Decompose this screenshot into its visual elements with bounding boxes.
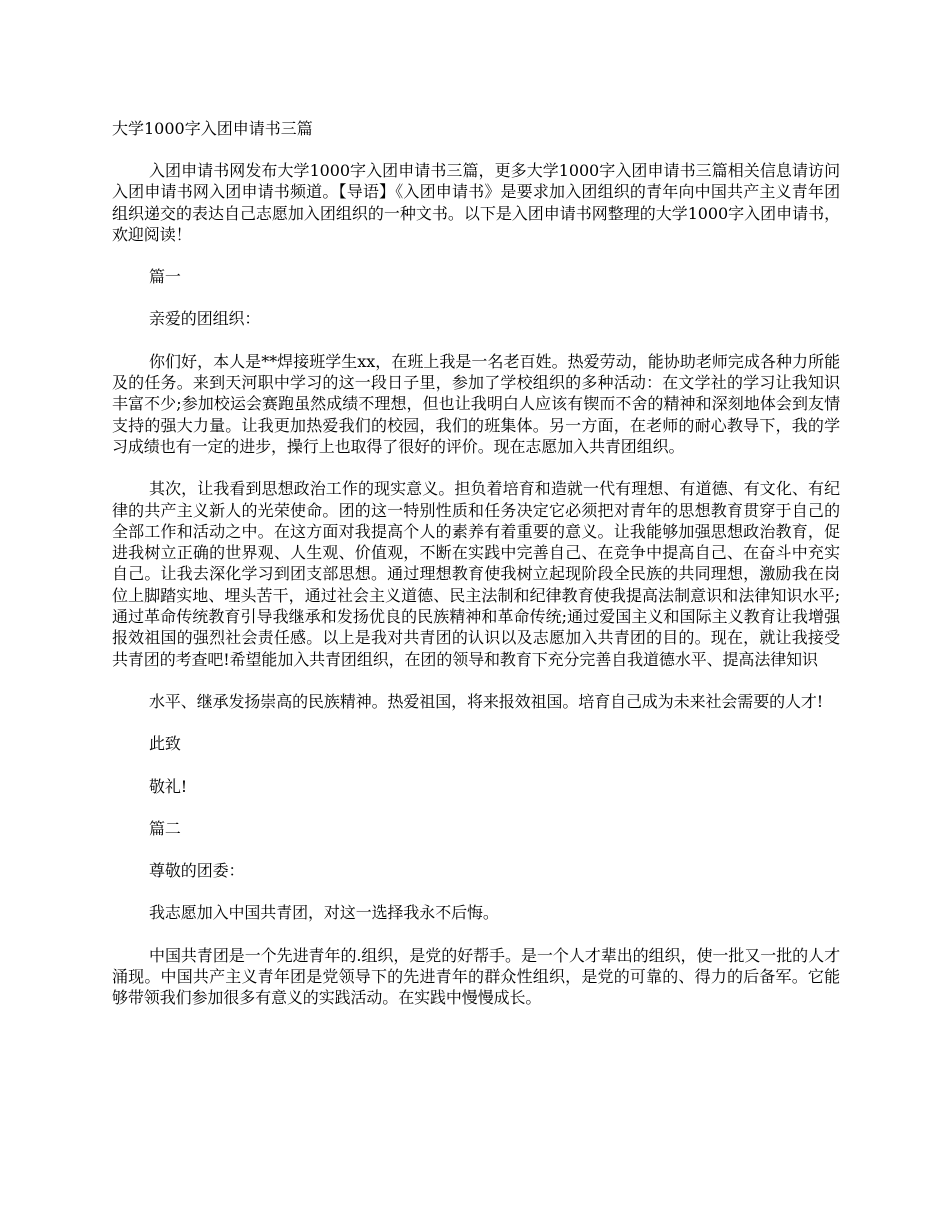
salutation-one: 亲爱的团组织： (149, 309, 261, 329)
section-heading-two: 篇二 (149, 818, 181, 838)
body-paragraph: 我志愿加入中国共青团，对这一选择我永不后悔。 (149, 903, 499, 923)
section-heading-one: 篇一 (149, 267, 181, 287)
body-paragraph: 中国共青团是一个先进青年的.组织，是党的好帮手。是一个人才辈出的组织，使一批又一批的人才涌现。中国共产主义青年团是党领导下的先进青年的群众性组织，是党的可靠的、得力的后备军。它能够带领我们参加很多有意义的实践活动。在实践中慢慢成长。 (112, 945, 840, 1008)
body-paragraph: 水平、继承发扬崇高的民族精神。热爱祖国，将来报效祖国。培育自己成为未来社会需要的人才! (149, 691, 824, 711)
document-page (112, 118, 840, 1030)
closing-salute: 敬礼! (149, 776, 188, 796)
closing-line: 此致 (149, 734, 181, 754)
body-paragraph: 你们好，本人是**焊接班学生xx，在班上我是一名老百姓。热爱劳动，能协助老师完成各种力所能及的任务。来到天河职中学习的这一段日子里，参加了学校组织的多种活动：在文学社的学习让我知识丰富不少;参加校运会赛跑虽然成绩不理想，但也让我明白人应该有锲而不舍的精神和深刻地体会到友情支持的强大力量。让我更加热爱我们的校园，我们的班集体。另一方面，在老师的耐心教导下，我的学习成绩也有一定的进步，操行上也取得了很好的评价。现在志愿加入共青团组织。 (112, 351, 840, 456)
salutation-two: 尊敬的团委： (149, 861, 245, 881)
document-title: 大学1000字入团申请书三篇 (112, 119, 313, 138)
intro-paragraph: 入团申请书网发布大学1000字入团申请书三篇，更多大学1000字入团申请书三篇相关信息请访问入团申请书网入团申请书频道。【导语】《入团申请书》是要求加入团组织的青年向中国共产主义青年团组织递交的表达自己志愿加入团组织的一种文书。以下是入团申请书网整理的大学1000字入团申请书，欢迎阅读！ (112, 161, 840, 244)
body-paragraph: 其次，让我看到思想政治工作的现实意义。担负着培育和造就一代有理想、有道德、有文化、有纪律的共产主义新人的光荣使命。团的这一特别性质和任务决定它必须把对青年的思想教育贯穿于自己的全部工作和活动之中。在这方面对我提高个人的素养有着重要的意义。让我能够加强思想政治教育，促进我树立正确的世界观、人生观、价值观，不断在实践中完善自己、在竞争中提高自己、在奋斗中充实自己。让我去深化学习到团支部思想。通过理想教育使我树立起现阶段全民族的共同理想，激励我在岗位上脚踏实地、埋头苦干，通过社会主义道德、民主法制和纪律教育使我提高法制意识和法律知识水平;通过革命传统教育引导我继承和发扬优良的民族精神和革命传统;通过爱国主义和国际主义教育让我增强报效祖国的强烈社会责任感。以上是我对共青团的认识以及志愿加入共青团的目的。现在，就让我接受共青团的考查吧!希望能加入共青团组织，在团的领导和教育下充分完善自我道德水平、提高法律知识 (112, 479, 840, 669)
